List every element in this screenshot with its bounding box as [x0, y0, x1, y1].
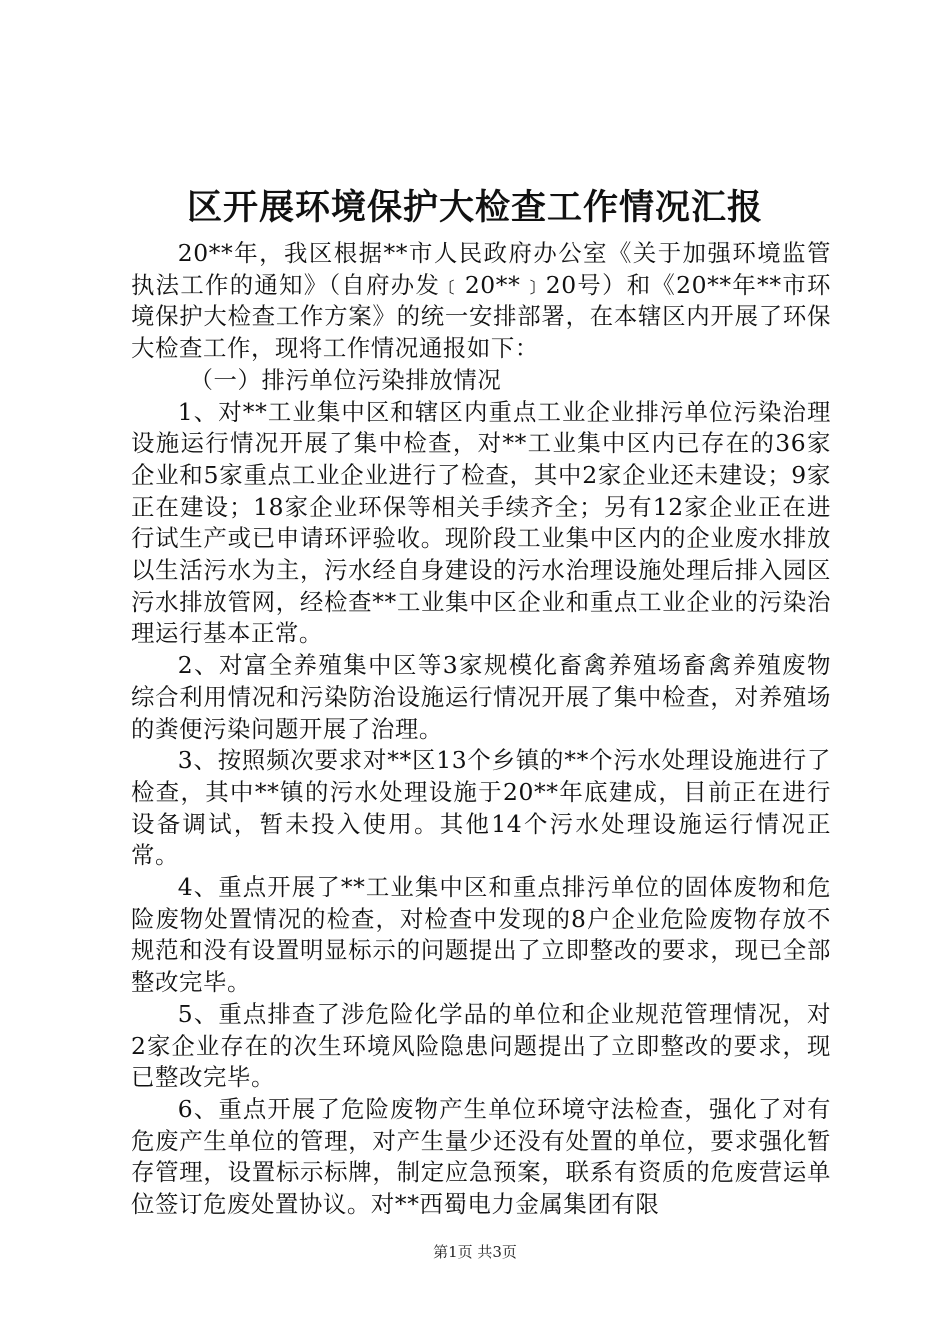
page-number-footer: 第1页 共3页 — [433, 1243, 517, 1261]
document-body — [131, 238, 831, 1221]
body-paragraph-1: 1、对**工业集中区和辖区内重点工业企业排污单位污染治理设施运行情况开展了集中检查，对**工业集中区内已存在的36家企业和5家重点工业企业进行了检查，其中2家企业还未建设；9家正在建设；18家企业环保等相关手续齐全；另有12家企业正在进行试生产或已申请环评验收。现阶段工业集中区内的企业废水排放以生活污水为主，污水经自身建设的污水治理设施处理后排入园区污水排放管网，经检查**工业集中区企业和重点工业企业的污染治理运行基本正常。 — [131, 397, 831, 648]
body-paragraph-6: 6、重点开展了危险废物产生单位环境守法检查，强化了对有危废产生单位的管理，对产生量少还没有处置的单位，要求强化暂存管理，设置标示标牌，制定应急预案，联系有资质的危废营运单位签订危废处置协议。对**西蜀电力金属集团有限 — [131, 1094, 831, 1219]
body-paragraph-5: 5、重点排查了涉危险化学品的单位和企业规范管理情况，对2家企业存在的次生环境风险隐患问题提出了立即整改的要求，现已整改完毕。 — [131, 999, 831, 1092]
body-paragraph-4: 4、重点开展了**工业集中区和重点排污单位的固体废物和危险废物处置情况的检查，对检查中发现的8户企业危险废物存放不规范和没有设置明显标示的问题提出了立即整改的要求，现已全部整改完毕。 — [131, 873, 831, 997]
body-paragraph-3: 3、按照频次要求对**区13个乡镇的**个污水处理设施进行了检查，其中**镇的污水处理设施于20**年底建成，目前正在进行设备调试，暂未投入使用。其他14个污水处理设施运行情况正常。 — [131, 746, 831, 870]
intro-paragraph: 20**年，我区根据**市人民政府办公室《关于加强环境监管执法工作的通知》（自府办发﹝20**﹞20号）和《20**年**市环境保护大检查工作方案》的统一安排部署，在本辖区内开展了环保大检查工作，现将工作情况通报如下： — [131, 239, 831, 363]
body-paragraph-2: 2、对富全养殖集中区等3家规模化畜禽养殖场畜禽养殖废物综合利用情况和污染防治设施运行情况开展了集中检查，对养殖场的粪便污染问题开展了治理。 — [131, 651, 831, 743]
section-heading: （一）排污单位污染排放情况 — [189, 365, 502, 394]
document-title: 区开展环境保护大检查工作情况汇报 — [186, 187, 763, 228]
